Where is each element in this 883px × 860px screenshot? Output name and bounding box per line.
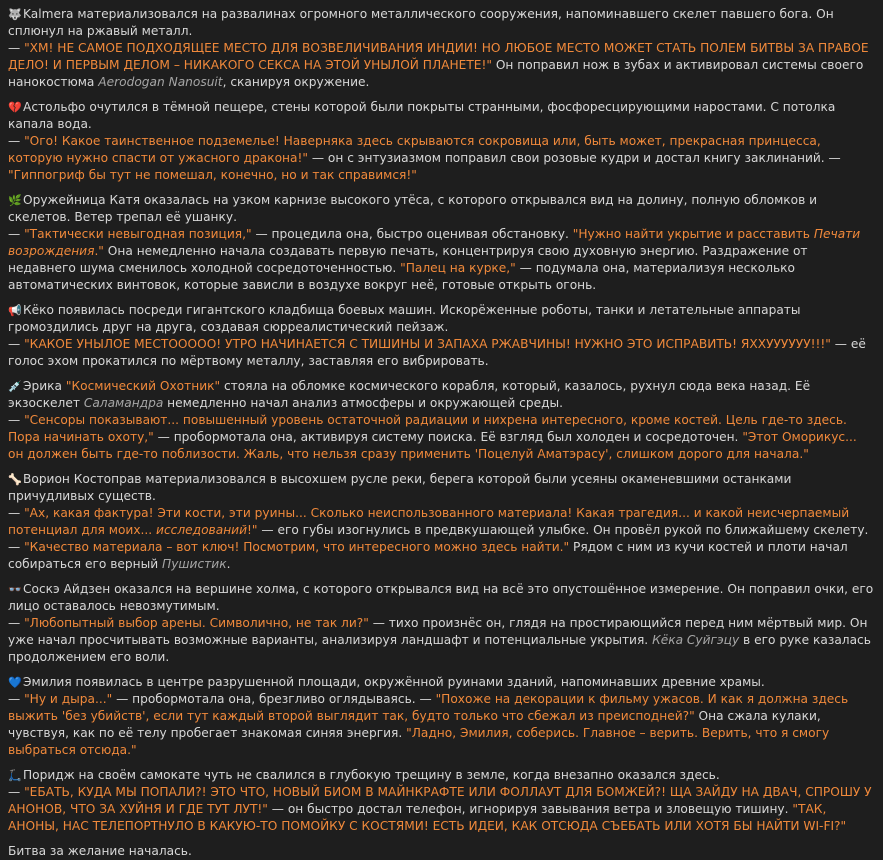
quote-italic: Печати возрождения: [8, 227, 861, 258]
item-name: Кёка Суйгэцу: [652, 633, 740, 647]
quote: "Любопытный выбор арены. Символично, не так ли?": [24, 616, 369, 630]
quote: "ХМ! НЕ САМОЕ ПОДХОДЯЩЕЕ МЕСТО ДЛЯ ВОЗВЕЛИЧИВАНИЯ ИНДИИ! НО ЛЮБОЕ МЕСТО МОЖЕТ СТАТЬ ПОЛЕМ БИТВЫ ЗА ПРАВОЕ ДЕЛО! И ПЕРВЫМ ДЕЛОМ – НИКАКОГО СЕКСА НА ЭТОЙ УНЫЛОЙ ПЛАНЕТЕ!": [8, 41, 869, 72]
dash: —: [8, 785, 25, 799]
quote: "Похоже на декорации к фильму ужасов. И как я должна здесь выжить 'без убийств', если тут каждый второй выглядит так, будто только что сбежал из преисподней?": [8, 692, 849, 723]
narration: Она немедленно начала создавать первую печать, концентрируя свою духовную энергию. Раздражение от недавнего шума сменилось холодной сосредоточенностью.: [8, 244, 808, 275]
narration: — пробормотала она, активируя систему поиска. Её взгляд был холоден и сосредоточен.: [153, 430, 743, 444]
narration: Поридж на своём самокате чуть не свалился в глубокую трещину в земле, когда внезапно оказался здесь.: [23, 768, 720, 782]
narration: в его руке казалась продолжением его воли.: [8, 633, 871, 664]
narration: — тихо произнёс он, глядя на простирающийся перед ним мёртвый мир. Он уже начал просчитывать возможные варианты, анализируя ландшафт и потенциальные укрытия.: [8, 616, 868, 647]
narration: Астольфо очутился в тёмной пещере, стены которой были покрыты странными, фосфоресцирующими наростами. С потолка капала вода.: [8, 100, 836, 131]
narration: Эрика: [23, 379, 66, 393]
herb-icon: 🌿: [8, 194, 22, 207]
narration: немедленно начал анализ атмосферы и окружающей среды.: [163, 396, 564, 410]
narration: Эмилия появилась в центре разрушенной площади, окружённой руинами зданий, напоминавших древние храмы.: [23, 675, 765, 689]
narration: .: [226, 557, 231, 571]
dash: —: [8, 413, 25, 427]
quote: "Ну и дыра...": [24, 692, 113, 706]
item-name: Пушистик: [162, 557, 227, 571]
dash: —: [8, 616, 25, 630]
narration: Она сжала кулаки, чувствуя, как по её телу пробегает знакомая синяя энергия.: [8, 709, 821, 740]
dash: —: [8, 506, 25, 520]
syringe-icon: 💉: [8, 380, 22, 393]
quote: !": [247, 523, 258, 537]
dash: —: [8, 227, 25, 241]
dash: —: [8, 134, 25, 148]
narration: — её голос эхом прокатился по мёртвому металлу, заставляя его вибрировать.: [8, 337, 866, 368]
paragraph-emilia: [8, 674, 875, 759]
quote: "ЕБАТЬ, КУДА МЫ ПОПАЛИ?! ЭТО ЧТО, НОВЫЙ БИОМ В МАЙНКРАФТЕ ИЛИ ФОЛЛАУТ ДЛЯ БОМЖЕЙ?! ЩА ЗАЙДУ НА ДВАЧ, СПРОШУ У АНОНОВ, ЧТО ЗА ХУЙНЯ И ГДЕ ТУТ ЛУТ!": [8, 785, 872, 816]
quote: "ТАК, АНОНЫ, НАС ТЕЛЕПОРТНУЛО В КАКУЮ-ТО ПОМОЙКУ С КОСТЯМИ! ЕСТЬ ИДЕИ, КАК ОТСЮДА СЪЕБАТЬ ИЛИ ХОТЯ БЫ НАЙТИ WI-FI?": [8, 802, 847, 833]
paragraph-ending: Битва за желание началась.: [8, 844, 192, 858]
quote: "Гиппогриф бы тут не помешал, конечно, но и так справимся!": [8, 168, 417, 182]
quote: "Ого! Какое таинственное подземелье! Наверняка здесь скрываются сокровища или, быть может, прекрасная принцесса, которую нужно спасти от ужасного дракона!": [8, 134, 821, 165]
quote: "Тактически невыгодная позиция,": [24, 227, 252, 241]
quote: "КАКОЕ УНЫЛОЕ МЕСТООООО! УТРО НАЧИНАЕТСЯ С ТИШИНЫ И ЗАПАХА РЖАВЧИНЫ! НУЖНО ЭТО ИСПРАВИТЬ! ЯХХУУУУУУ!!!": [24, 337, 831, 351]
megaphone-icon: 📢: [8, 304, 22, 317]
paragraph-kyoko: [8, 302, 875, 370]
narration: Рядом с ним из кучи костей и плоти начал собираться его верный: [8, 540, 848, 571]
broken-heart-icon: 💔: [8, 101, 22, 114]
quote: .": [94, 244, 104, 258]
narration: — пробормотала она, брезгливо оглядываясь. —: [112, 692, 436, 706]
paragraph-kalmera: [8, 6, 875, 91]
bone-icon: 🦴: [8, 473, 22, 486]
narration: Он поправил нож в зубах и активировал системы своего нанокостюма: [8, 58, 864, 89]
narration: — он быстро достал телефон, игнорируя завывания ветра и зловещую тишину.: [267, 802, 793, 816]
narration: — подумала она, материализуя несколько автоматических винтовок, которые зависли в воздухе вокруг неё, готовые открыть огонь.: [8, 261, 795, 292]
quote-italic: исследований: [156, 523, 248, 537]
narration: Кёко появилась посреди гигантского кладбища боевых машин. Искорёженные роботы, танки и летательные аппараты громоздились друг на друга, создавая сюрреалистический пейзаж.: [8, 303, 801, 334]
narration: Kalmera материализовался на развалинах огромного металлического сооружения, напоминавшего скелет павшего бога. Он сплюнул на ржавый металл.: [8, 7, 834, 38]
quote: "Космический Охотник": [65, 379, 221, 393]
paragraph-erika: [8, 378, 875, 463]
paragraph-katya: [8, 192, 875, 294]
quote: "Палец на курке,": [400, 261, 516, 275]
quote: "Этот Оморикус... он должен быть где-то поблизости. Жаль, что нельзя сразу применить 'Поцелуй Аматэрасу', слишком дорого для начала.": [8, 430, 857, 461]
narration: стояла на обломке космического корабля, который, казалось, рухнул сюда века назад. Её экзоскелет: [8, 379, 811, 410]
item-name: Aerodogan Nanosuit: [98, 75, 223, 89]
item-name: Саламандра: [83, 396, 164, 410]
narration: — его губы изогнулись в предвкушающей улыбке. Он провёл рукой по ближайшему скелету. —: [8, 523, 869, 554]
paragraph-aizen: [8, 581, 875, 666]
dash: —: [8, 41, 25, 55]
quote: "Ладно, Эмилия, соберись. Главное – верить. Верить, что я смогу выбраться отсюда.": [8, 726, 830, 757]
quote: "Ах, какая фактура! Эти кости, эти руины... Сколько неиспользованного материала! Какая трагедия... и какой неисчерпаемый потенциал для моих...: [8, 506, 850, 537]
quote: "Качество материала – вот ключ! Посмотрим, что интересного можно здесь найти.": [24, 540, 570, 554]
narration: Оружейница Катя оказалась на узком карнизе высокого утёса, с которого открывался вид на долину, полную обломков и скелетов. Ветер трепал её ушанку.: [8, 193, 818, 224]
wolf-icon: 🐺: [8, 8, 22, 21]
dash: —: [8, 337, 25, 351]
blue-heart-icon: 💙: [8, 676, 22, 689]
quote: "Сенсоры показывают... повышенный уровень остаточной радиации и нихрена интересного, кроме костей. Цель где-то здесь. Пора начинать охоту,": [8, 413, 847, 444]
narration: — он с энтузиазмом поправил свои розовые кудри и достал книгу заклинаний. —: [307, 151, 841, 165]
dash: —: [8, 692, 25, 706]
narration: Соскэ Айдзен оказался на вершине холма, с которого открывался вид на всё это опустошённое измерение. Он поправил очки, его лицо оставалось невозмутимым.: [8, 582, 874, 613]
paragraph-vorion: [8, 471, 875, 573]
narration: — процедила она, быстро оценивая обстановку.: [251, 227, 573, 241]
paragraph-astolfo: [8, 99, 875, 184]
narration: Ворион Костоправ материализовался в высохшем русле реки, берега которой были усеяны окаменевшими останками причудливых существ.: [8, 472, 792, 503]
scooter-icon: 🛴: [8, 769, 22, 782]
paragraph-porridge: [8, 767, 875, 835]
glasses-icon: 👓: [8, 583, 22, 596]
narration: , сканируя окружение.: [222, 75, 370, 89]
quote: "Нужно найти укрытие и расставить: [572, 227, 814, 241]
